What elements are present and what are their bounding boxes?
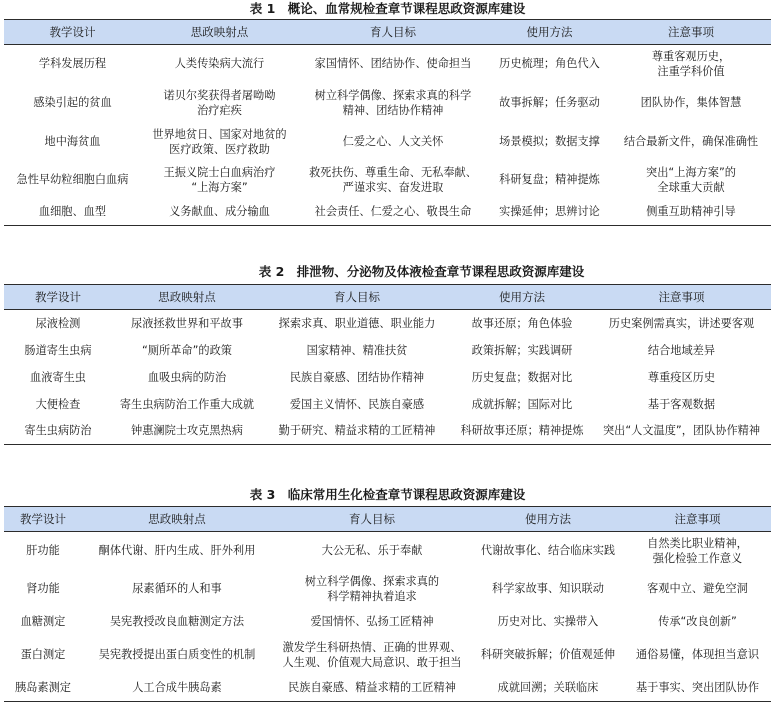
table-row: [4, 123, 771, 161]
table-cell: “厕所革命”的政策: [142, 343, 232, 357]
table-cell: 结合地域差异: [647, 343, 716, 357]
table-row: [4, 675, 771, 702]
table-cell: 学科发展历程: [38, 57, 107, 71]
table-row: [4, 532, 771, 570]
table-cell: 国家精神、精准扶贫: [306, 343, 408, 357]
table-cell: 大公无私、乐于奉献: [321, 544, 423, 558]
table-cell: 突出“人文温度”，团队协作精神: [592, 418, 771, 445]
table-cell: 义务献血、成分输血: [141, 199, 298, 226]
table-cell: 钟惠澜院士攻克黑热病: [112, 418, 262, 445]
header-cell: 注意事项: [624, 507, 771, 532]
table-row: [4, 45, 771, 83]
header-cell: 使用方法: [472, 507, 624, 532]
table-cell: 历史梳理；角色代入: [499, 57, 600, 71]
table-cell: 故事拆解；任务驱动: [499, 96, 600, 109]
table-cell: 科研故事还原；精神提炼: [452, 418, 592, 445]
table-cell: 实操延伸；思辨讨论: [488, 199, 611, 226]
table-cell: 基于客观数据: [647, 397, 716, 411]
table-cell: 团队协作，集体智慧: [640, 96, 742, 109]
table-row: [4, 418, 771, 445]
table-cell: 世界地贫日、国家对地贫的 医疗政策、医疗救助: [152, 127, 287, 156]
table-cell: 血细胞、血型: [4, 199, 141, 226]
table-row: [4, 199, 771, 226]
table-cell: 家国情怀、团结协作、使命担当: [314, 57, 472, 71]
table-row: [4, 391, 771, 418]
table-cell: 大便检查: [35, 397, 81, 411]
table-cell: 急性早幼粒细胞白血病: [16, 173, 129, 186]
table-cell: 仁爱之心、人文关怀: [342, 135, 444, 148]
table-row: [4, 570, 771, 608]
table-1-title: 表 1 概论、血常规检查章节课程思政资源库建设: [249, 1, 526, 16]
table-cell: 科研复盘；精神提炼: [499, 173, 600, 186]
header-cell: 注意事项: [592, 285, 771, 310]
table-cell: 尊重客观历史， 注重学科价值: [651, 49, 731, 78]
table-cell: 肝功能: [26, 544, 60, 558]
table-cell: 救死扶伤、尊重生命、无私奉献、 严谨求实、奋发进取: [309, 165, 477, 194]
table-cell: 尿素循环的人和事: [132, 582, 222, 595]
table-row: [4, 337, 771, 364]
header-cell: 注意事项: [611, 20, 771, 45]
table-cell: 民族自豪感、精益求精的工匠精神: [272, 675, 472, 702]
table-cell: 政策拆解；实践调研: [471, 343, 573, 357]
table-3: [4, 506, 771, 702]
table-cell: 基于事实、突出团队协作: [624, 675, 771, 702]
table-cell: 吴宪教授改良血糖测定方法: [109, 614, 245, 628]
table-cell: 民族自豪感、团结协作精神: [289, 370, 425, 384]
table-row: [4, 608, 771, 635]
table-cell: 人工合成牛胰岛素: [82, 675, 272, 702]
table-cell: 尿液拯救世界和平故事: [131, 316, 243, 330]
header-cell: 教学设计: [4, 285, 112, 310]
table-cell: 代谢故事化、结合临床实践: [480, 544, 616, 558]
table-cell: 客观中立、避免空洞: [647, 582, 748, 595]
table-2: [4, 284, 771, 445]
table-cell: 肠道寄生虫病: [24, 343, 92, 357]
table-cell: 感染引起的贫血: [33, 96, 112, 109]
table-cell: 血液寄生虫: [30, 370, 86, 384]
table-cell: 血糖测定: [20, 614, 66, 628]
table-cell: 诺贝尔奖获得者屠呦呦 治疗疟疾: [163, 88, 276, 117]
header-cell: 育人目标: [272, 507, 472, 532]
table-cell: 爱国主义情怀、民族自豪感: [289, 397, 425, 411]
table-row: [4, 310, 771, 337]
table-cell: 寄生虫病防治工作重大成就: [119, 397, 255, 411]
header-cell: 育人目标: [298, 20, 488, 45]
table-cell: 激发学生科研热情、正确的世界观、 人生观、价值观大局意识、敢于担当: [282, 640, 462, 669]
header-cell: 思政映射点: [82, 507, 272, 532]
table-cell: 胰岛素测定: [4, 675, 82, 702]
table-cell: 自然类比职业精神， 强化检验工作意义: [647, 536, 748, 565]
table-cell: 探索求真、职业道德、职业能力: [278, 316, 436, 330]
header-cell: 使用方法: [488, 20, 611, 45]
table-cell: 王振义院士白血病治疗 “上海方案”: [163, 165, 276, 194]
table-cell: 结合最新文件，确保准确性: [623, 135, 759, 148]
table-cell: 人类传染病大流行: [174, 57, 265, 71]
table-cell: 场景模拟；数据支撑: [499, 135, 600, 148]
table-cell: 历史案例需真实，讲述要客观: [608, 316, 755, 330]
table-cell: 树立科学偶像、探索求真的科学 精神、团结协作精神: [314, 88, 472, 117]
table-cell: 树立科学偶像、探索求真的 科学精神执着追求: [304, 574, 440, 603]
table-cell: 侧重互助精神引导: [611, 199, 771, 226]
table-3-title: 表 3 临床常用生化检查章节课程思政资源库建设: [249, 487, 526, 502]
table-cell: 科学家故事、知识联动: [492, 582, 604, 595]
table-cell: 传承“改良创新”: [658, 614, 737, 628]
table-cell: 成就拆解；国际对比: [471, 397, 573, 411]
table-cell: 尿液检测: [35, 316, 81, 330]
table-cell: 肾功能: [26, 582, 60, 595]
table-cell: 吴宪教授提出蛋白质变性的机制: [98, 648, 256, 661]
table-cell: 酮体代谢、肝内生成、肝外利用: [98, 544, 256, 558]
table-cell: 寄生虫病防治: [4, 418, 112, 445]
table-cell: 科研突破拆解；价值观延伸: [480, 648, 616, 661]
table-cell: 成就回溯；关联临床: [472, 675, 624, 702]
table-cell: 勤于研究、精益求精的工匠精神: [262, 418, 452, 445]
table-cell: 地中海贫血: [44, 135, 101, 148]
header-cell: 使用方法: [452, 285, 592, 310]
header-cell: 教学设计: [4, 507, 82, 532]
table-row: [4, 635, 771, 675]
table-cell: 故事还原；角色体验: [471, 316, 573, 330]
header-cell: 思政映射点: [141, 20, 298, 45]
header-cell: 教学设计: [4, 20, 141, 45]
table-cell: 历史对比、实操带入: [497, 614, 599, 628]
table-row: [4, 161, 771, 199]
table-row: [4, 83, 771, 123]
table-cell: 血吸虫病的防治: [147, 370, 227, 384]
header-cell: 育人目标: [262, 285, 452, 310]
table-cell: 尊重疫区历史: [647, 370, 716, 384]
table-cell: 爱国情怀、弘扬工匠精神: [310, 614, 434, 628]
table-cell: 蛋白测定: [20, 648, 66, 661]
header-cell: 思政映射点: [112, 285, 262, 310]
table-2-title: 表 2 排泄物、分泌物及体液检查章节课程思政资源库建设: [258, 264, 585, 279]
table-cell: 社会责任、仁爱之心、敬畏生命: [298, 199, 488, 226]
table-row: [4, 364, 771, 391]
table-cell: 历史复盘；数据对比: [471, 370, 573, 384]
table-1: [4, 19, 771, 226]
table-cell: 突出“上海方案”的 全球重大贡献: [646, 165, 736, 194]
table-cell: 通俗易懂，体现担当意识: [635, 648, 760, 661]
